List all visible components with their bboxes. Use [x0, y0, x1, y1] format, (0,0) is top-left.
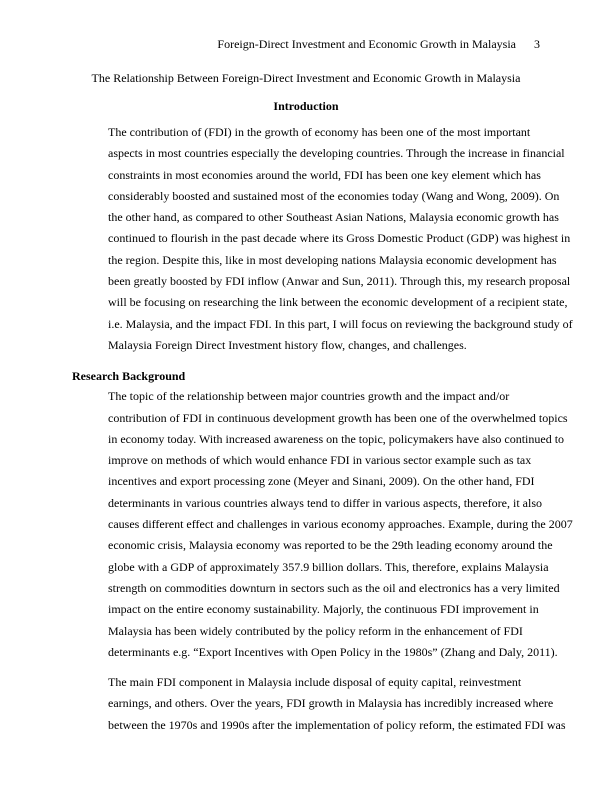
text-line: constraints in most economies around the world, FDI has been one key element which has: [108, 167, 541, 182]
introduction-heading: Introduction: [273, 99, 339, 113]
text-line: the other hand, as compared to other Southeast Asian Nations, Malaysia economic growth has: [108, 210, 559, 225]
text-line: been greatly boosted by FDI inflow (Anwar and Sun, 2011). Through this, my research proposal: [108, 274, 571, 289]
text-line: The main FDI component in Malaysia include disposal of equity capital, reinvestment: [108, 675, 522, 690]
text-line: aspects in most countries especially the developing countries. Through the increase in financial: [108, 146, 565, 161]
text-line: impact on the entire economy sustainability. Majorly, the continuous FDI improvement in: [108, 602, 539, 617]
running-title: Foreign-Direct Investment and Economic Growth in Malaysia: [217, 37, 516, 51]
text-line: incentives and export processing zone (Meyer and Sinani, 2009). On the other hand, FDI: [108, 474, 535, 489]
document-title: The Relationship Between Foreign-Direct Investment and Economic Growth in Malaysia: [91, 71, 521, 85]
text-line: i.e. Malaysia, and the impact FDI. In this part, I will focus on reviewing the background study of: [108, 316, 573, 331]
text-line: The topic of the relationship between major countries growth and the impact and/or: [108, 389, 510, 404]
page-header: [217, 37, 540, 51]
text-line: in economy today. With increased awareness on the topic, policymakers have also continued to: [108, 431, 565, 446]
text-line: considerably boosted and sustained most of the economies today (Wang and Wong, 2009). On: [108, 188, 560, 203]
document-body: [72, 71, 573, 736]
text-line: strength on commodities downturn in sectors such as the oil and electronics has a very limited: [108, 580, 560, 595]
text-line: between the 1970s and 1990s after the implementation of policy reform, the estimated FDI was: [108, 717, 566, 732]
text-line: economic crisis, Malaysia economy was reported to be the 29th leading economy around the: [108, 538, 553, 553]
text-line: Malaysia Foreign Direct Investment history flow, changes, and challenges.: [108, 337, 467, 352]
text-line: continued to flourish in the past decade where its Gross Domestic Product (GDP) was highest in: [108, 231, 571, 246]
text-line: Malaysia has been widely contributed by the policy reform in the enhancement of FDI: [108, 623, 523, 638]
text-line: will be focusing on researching the link between the economic development of a recipient state,: [108, 295, 568, 310]
text-line: improve on methods of which would enhance FDI in various sector example such as tax: [108, 453, 532, 468]
text-line: earnings, and others. Over the years, FDI growth in Malaysia has incredibly increased where: [108, 696, 554, 711]
text-line: contribution of FDI in continuous development growth has been one of the overwhelmed topics: [108, 410, 568, 425]
introduction-paragraph: [72, 122, 573, 356]
text-line: The contribution of (FDI) in the growth of economy has been one of the most important: [108, 125, 531, 139]
text-line: determinants e.g. “Export Incentives with Open Policy in the 1980s” (Zhang and Daly, 2011).: [108, 644, 558, 659]
research-background-heading: Research Background: [72, 369, 186, 384]
text-line: globe with a GDP of approximately 357.9 billion dollars. This, therefore, explains Malaysia: [108, 559, 549, 574]
text-line: the region. Despite this, like in most developing nations Malaysia economic development has: [108, 252, 557, 267]
research-background-paragraph-1: [72, 386, 573, 663]
page-number: 3: [534, 37, 540, 51]
text-line: determinants in various countries always tend to differ in various aspects, therefore, it also: [108, 495, 542, 510]
text-line: causes different effect and challenges in various economy approaches. Example, during the 2007: [108, 517, 573, 532]
research-background-paragraph-2: [72, 672, 566, 736]
